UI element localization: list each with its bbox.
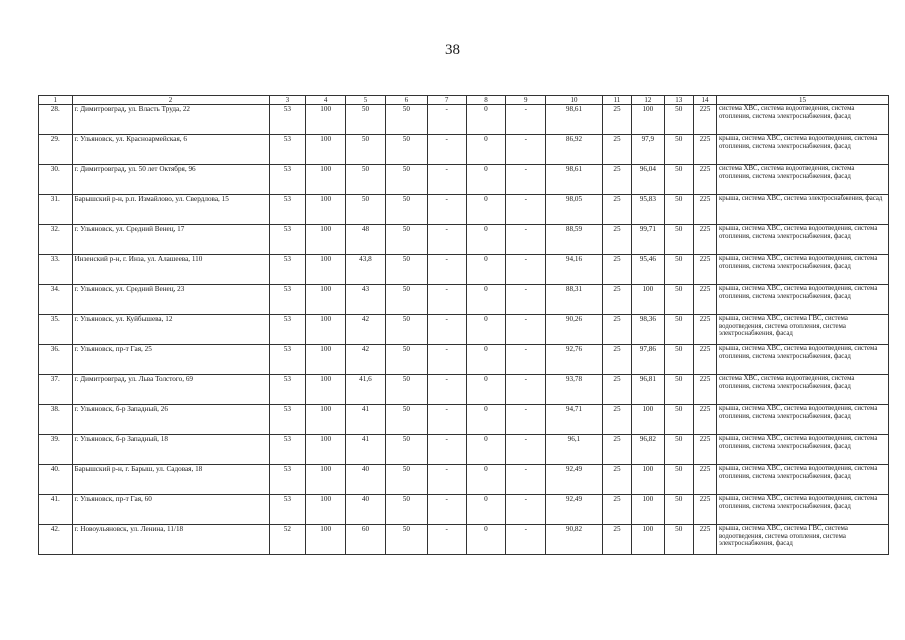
row-number-cell: 37.: [39, 375, 73, 405]
value-cell: 92,49: [546, 495, 603, 525]
value-cell: 50: [664, 255, 693, 285]
value-cell: -: [427, 285, 466, 315]
value-cell: 96,04: [632, 165, 664, 195]
value-cell: 25: [602, 255, 631, 285]
table-row: [39, 315, 889, 345]
value-cell: 0: [466, 435, 506, 465]
address-cell: г. Ульяновск, ул. Средний Венец, 17: [72, 225, 269, 255]
works-list-cell: крыша, система ХВС, система водоотведения, система отопления, система электроснабжения, фасад: [716, 435, 888, 465]
value-cell: 25: [602, 195, 631, 225]
value-cell: 50: [385, 225, 427, 255]
table-row: [39, 105, 889, 135]
value-cell: 50: [346, 195, 386, 225]
value-cell: 25: [602, 285, 631, 315]
works-list-cell: крыша, система ХВС, система водоотведения, система отопления, система электроснабжения, фасад: [716, 345, 888, 375]
value-cell: 93,78: [546, 375, 603, 405]
works-list-cell: крыша, система ХВС, система водоотведения, система отопления, система электроснабжения, фасад: [716, 465, 888, 495]
value-cell: 94,71: [546, 405, 603, 435]
value-cell: 53: [269, 405, 306, 435]
table-row: [39, 435, 889, 465]
value-cell: 50: [385, 285, 427, 315]
value-cell: 50: [385, 375, 427, 405]
value-cell: 88,59: [546, 225, 603, 255]
column-header: 11: [602, 96, 631, 105]
value-cell: -: [427, 435, 466, 465]
value-cell: -: [506, 495, 546, 525]
column-header: 3: [269, 96, 306, 105]
row-number-cell: 42.: [39, 525, 73, 555]
value-cell: 88,31: [546, 285, 603, 315]
value-cell: 0: [466, 465, 506, 495]
value-cell: -: [506, 405, 546, 435]
address-cell: г. Димитровград, ул. 50 лет Октября, 96: [72, 165, 269, 195]
table-row: [39, 165, 889, 195]
column-header: 2: [72, 96, 269, 105]
row-number-cell: 40.: [39, 465, 73, 495]
value-cell: -: [506, 255, 546, 285]
value-cell: 53: [269, 135, 306, 165]
value-cell: -: [506, 375, 546, 405]
row-number-cell: 36.: [39, 345, 73, 375]
value-cell: 41,6: [346, 375, 386, 405]
value-cell: 92,76: [546, 345, 603, 375]
value-cell: 225: [693, 315, 716, 345]
value-cell: 50: [346, 165, 386, 195]
row-number-cell: 38.: [39, 405, 73, 435]
row-number-cell: 28.: [39, 105, 73, 135]
value-cell: 25: [602, 315, 631, 345]
table-row: [39, 345, 889, 375]
column-header: 7: [427, 96, 466, 105]
header-row: [39, 96, 889, 105]
value-cell: 100: [306, 435, 346, 465]
works-list-cell: крыша, система ХВС, система водоотведения, система отопления, система электроснабжения, фасад: [716, 285, 888, 315]
value-cell: 0: [466, 525, 506, 555]
value-cell: -: [427, 345, 466, 375]
value-cell: 43,8: [346, 255, 386, 285]
value-cell: 50: [664, 165, 693, 195]
row-number-cell: 33.: [39, 255, 73, 285]
value-cell: 53: [269, 435, 306, 465]
value-cell: 50: [664, 375, 693, 405]
value-cell: -: [427, 525, 466, 555]
value-cell: 43: [346, 285, 386, 315]
value-cell: 50: [385, 135, 427, 165]
value-cell: 25: [602, 405, 631, 435]
value-cell: 53: [269, 315, 306, 345]
value-cell: 25: [602, 225, 631, 255]
address-cell: г. Ульяновск, ул. Средний Венец, 23: [72, 285, 269, 315]
value-cell: 50: [664, 135, 693, 165]
value-cell: 0: [466, 285, 506, 315]
value-cell: 100: [306, 225, 346, 255]
value-cell: 50: [664, 345, 693, 375]
column-header: 10: [546, 96, 603, 105]
column-header: 14: [693, 96, 716, 105]
value-cell: 100: [632, 525, 664, 555]
value-cell: 0: [466, 225, 506, 255]
address-cell: г. Ульяновск, пр-т Гая, 60: [72, 495, 269, 525]
value-cell: 95,46: [632, 255, 664, 285]
value-cell: 53: [269, 105, 306, 135]
value-cell: 225: [693, 285, 716, 315]
value-cell: 100: [306, 165, 346, 195]
value-cell: -: [506, 465, 546, 495]
value-cell: 225: [693, 255, 716, 285]
value-cell: 100: [306, 465, 346, 495]
address-cell: Барышский р-н, р.п. Измайлово, ул. Свердлова, 15: [72, 195, 269, 225]
row-number-cell: 32.: [39, 225, 73, 255]
value-cell: 100: [306, 405, 346, 435]
value-cell: 53: [269, 375, 306, 405]
value-cell: 97,86: [632, 345, 664, 375]
value-cell: 25: [602, 525, 631, 555]
value-cell: 50: [664, 195, 693, 225]
works-list-cell: система ХВС, система водоотведения, система отопления, система электроснабжения, фасад: [716, 105, 888, 135]
value-cell: -: [506, 105, 546, 135]
value-cell: 94,16: [546, 255, 603, 285]
value-cell: 100: [306, 135, 346, 165]
value-cell: 53: [269, 225, 306, 255]
value-cell: 50: [664, 465, 693, 495]
table-row: [39, 135, 889, 165]
value-cell: 50: [385, 255, 427, 285]
address-cell: г. Ульяновск, ул. Красноармейская, 6: [72, 135, 269, 165]
value-cell: 100: [306, 255, 346, 285]
value-cell: -: [506, 525, 546, 555]
value-cell: -: [427, 465, 466, 495]
value-cell: 225: [693, 165, 716, 195]
value-cell: 225: [693, 225, 716, 255]
table-row: [39, 525, 889, 555]
works-list-cell: система ХВС, система водоотведения, система отопления, система электроснабжения, фасад: [716, 375, 888, 405]
value-cell: 97,9: [632, 135, 664, 165]
value-cell: 95,83: [632, 195, 664, 225]
value-cell: 53: [269, 195, 306, 225]
table-row: [39, 405, 889, 435]
value-cell: 100: [306, 285, 346, 315]
value-cell: 25: [602, 435, 631, 465]
table-row: [39, 495, 889, 525]
row-number-cell: 34.: [39, 285, 73, 315]
value-cell: 50: [346, 135, 386, 165]
value-cell: 25: [602, 495, 631, 525]
value-cell: 90,82: [546, 525, 603, 555]
value-cell: -: [506, 435, 546, 465]
value-cell: 0: [466, 195, 506, 225]
value-cell: 50: [664, 315, 693, 345]
table-row: [39, 255, 889, 285]
value-cell: 53: [269, 465, 306, 495]
value-cell: 50: [385, 315, 427, 345]
row-number-cell: 39.: [39, 435, 73, 465]
value-cell: 50: [664, 105, 693, 135]
value-cell: -: [506, 285, 546, 315]
value-cell: 25: [602, 165, 631, 195]
value-cell: -: [506, 135, 546, 165]
value-cell: 100: [306, 375, 346, 405]
value-cell: -: [427, 165, 466, 195]
works-list-cell: крыша, система ХВС, система электроснабжения, фасад: [716, 195, 888, 225]
value-cell: 100: [632, 495, 664, 525]
address-cell: г. Ульяновск, ул. Куйбышева, 12: [72, 315, 269, 345]
value-cell: 48: [346, 225, 386, 255]
value-cell: 0: [466, 345, 506, 375]
value-cell: 25: [602, 465, 631, 495]
value-cell: 225: [693, 465, 716, 495]
address-cell: Инзенский р-н, г. Инза, ул. Алашеева, 110: [72, 255, 269, 285]
value-cell: 40: [346, 495, 386, 525]
value-cell: 50: [385, 465, 427, 495]
value-cell: 53: [269, 495, 306, 525]
value-cell: -: [427, 405, 466, 435]
address-cell: г. Ульяновск, б-р Западный, 18: [72, 435, 269, 465]
row-number-cell: 30.: [39, 165, 73, 195]
row-number-cell: 29.: [39, 135, 73, 165]
works-list-cell: крыша, система ХВС, система водоотведения, система отопления, система электроснабжения, фасад: [716, 495, 888, 525]
value-cell: -: [427, 195, 466, 225]
value-cell: 50: [664, 495, 693, 525]
value-cell: -: [427, 495, 466, 525]
value-cell: 100: [632, 105, 664, 135]
value-cell: 100: [632, 405, 664, 435]
value-cell: 50: [385, 105, 427, 135]
value-cell: 25: [602, 375, 631, 405]
address-cell: г. Ульяновск, б-р Западный, 26: [72, 405, 269, 435]
value-cell: 40: [346, 465, 386, 495]
table-row: [39, 285, 889, 315]
table-row: [39, 195, 889, 225]
value-cell: 41: [346, 405, 386, 435]
value-cell: 96,1: [546, 435, 603, 465]
value-cell: 225: [693, 105, 716, 135]
value-cell: 50: [385, 345, 427, 375]
column-header: 13: [664, 96, 693, 105]
value-cell: 53: [269, 285, 306, 315]
value-cell: -: [506, 225, 546, 255]
value-cell: 50: [385, 495, 427, 525]
page-number: 38: [445, 42, 460, 58]
value-cell: 0: [466, 405, 506, 435]
value-cell: 50: [664, 405, 693, 435]
value-cell: 0: [466, 165, 506, 195]
value-cell: 100: [632, 285, 664, 315]
value-cell: 96,82: [632, 435, 664, 465]
value-cell: 52: [269, 525, 306, 555]
column-header: 8: [466, 96, 506, 105]
value-cell: 98,05: [546, 195, 603, 225]
value-cell: 225: [693, 495, 716, 525]
value-cell: 50: [664, 225, 693, 255]
value-cell: -: [506, 315, 546, 345]
address-cell: Барышский р-н, г. Барыш, ул. Садовая, 18: [72, 465, 269, 495]
value-cell: 25: [602, 345, 631, 375]
value-cell: 225: [693, 345, 716, 375]
works-list-cell: крыша, система ХВС, система ГВС, система водоотведения, система отопления, система электроснабжения, фасад: [716, 525, 888, 555]
value-cell: 42: [346, 345, 386, 375]
address-cell: г. Димитровград, ул. Льва Толстого, 69: [72, 375, 269, 405]
value-cell: 225: [693, 135, 716, 165]
value-cell: 50: [664, 435, 693, 465]
value-cell: 225: [693, 405, 716, 435]
column-header: 4: [306, 96, 346, 105]
value-cell: 0: [466, 135, 506, 165]
value-cell: 50: [385, 435, 427, 465]
row-number-cell: 31.: [39, 195, 73, 225]
table-row: [39, 225, 889, 255]
value-cell: 100: [632, 465, 664, 495]
value-cell: 98,61: [546, 105, 603, 135]
value-cell: 50: [346, 105, 386, 135]
value-cell: 60: [346, 525, 386, 555]
value-cell: 100: [306, 525, 346, 555]
value-cell: 90,26: [546, 315, 603, 345]
column-header: 6: [385, 96, 427, 105]
column-header: 9: [506, 96, 546, 105]
column-header: 15: [716, 96, 888, 105]
value-cell: 53: [269, 255, 306, 285]
column-header: 5: [346, 96, 386, 105]
value-cell: 225: [693, 435, 716, 465]
value-cell: 92,49: [546, 465, 603, 495]
works-list-cell: система ХВС, система водоотведения, система отопления, система электроснабжения, фасад: [716, 165, 888, 195]
value-cell: 98,36: [632, 315, 664, 345]
value-cell: 41: [346, 435, 386, 465]
value-cell: 53: [269, 165, 306, 195]
value-cell: 50: [385, 195, 427, 225]
value-cell: -: [427, 135, 466, 165]
value-cell: 98,61: [546, 165, 603, 195]
value-cell: 50: [385, 165, 427, 195]
works-list-cell: крыша, система ХВС, система водоотведения, система отопления, система электроснабжения, фасад: [716, 255, 888, 285]
value-cell: 100: [306, 105, 346, 135]
table-row: [39, 465, 889, 495]
works-list-cell: крыша, система ХВС, система водоотведения, система отопления, система электроснабжения, фасад: [716, 405, 888, 435]
value-cell: 86,92: [546, 135, 603, 165]
value-cell: -: [506, 345, 546, 375]
value-cell: 96,81: [632, 375, 664, 405]
value-cell: -: [427, 255, 466, 285]
value-cell: 50: [664, 285, 693, 315]
column-header: 1: [39, 96, 73, 105]
value-cell: 100: [306, 315, 346, 345]
address-cell: г. Димитровград, ул. Власть Труда, 22: [72, 105, 269, 135]
table-row: [39, 375, 889, 405]
value-cell: -: [427, 105, 466, 135]
value-cell: 225: [693, 525, 716, 555]
value-cell: 50: [385, 525, 427, 555]
address-cell: г. Новоульяновск, ул. Ленина, 11/18: [72, 525, 269, 555]
value-cell: 25: [602, 105, 631, 135]
value-cell: -: [427, 225, 466, 255]
works-list-cell: крыша, система ХВС, система водоотведения, система отопления, система электроснабжения, фасад: [716, 135, 888, 165]
value-cell: 225: [693, 375, 716, 405]
value-cell: -: [506, 165, 546, 195]
value-cell: -: [506, 195, 546, 225]
value-cell: 25: [602, 135, 631, 165]
table-body: [39, 105, 889, 555]
value-cell: 50: [664, 525, 693, 555]
value-cell: 53: [269, 345, 306, 375]
value-cell: 100: [306, 195, 346, 225]
value-cell: 100: [306, 345, 346, 375]
works-list-cell: крыша, система ХВС, система ГВС, система водоотведения, система отопления, система электроснабжения, фасад: [716, 315, 888, 345]
value-cell: 0: [466, 315, 506, 345]
value-cell: 100: [306, 495, 346, 525]
value-cell: 42: [346, 315, 386, 345]
value-cell: -: [427, 315, 466, 345]
value-cell: 50: [385, 405, 427, 435]
works-list-cell: крыша, система ХВС, система водоотведения, система отопления, система электроснабжения, фасад: [716, 225, 888, 255]
address-cell: г. Ульяновск, пр-т Гая, 25: [72, 345, 269, 375]
row-number-cell: 41.: [39, 495, 73, 525]
value-cell: -: [427, 375, 466, 405]
value-cell: 0: [466, 255, 506, 285]
buildings-table: [38, 95, 889, 555]
value-cell: 0: [466, 105, 506, 135]
column-header: 12: [632, 96, 664, 105]
value-cell: 99,71: [632, 225, 664, 255]
row-number-cell: 35.: [39, 315, 73, 345]
value-cell: 0: [466, 375, 506, 405]
value-cell: 225: [693, 195, 716, 225]
value-cell: 0: [466, 495, 506, 525]
